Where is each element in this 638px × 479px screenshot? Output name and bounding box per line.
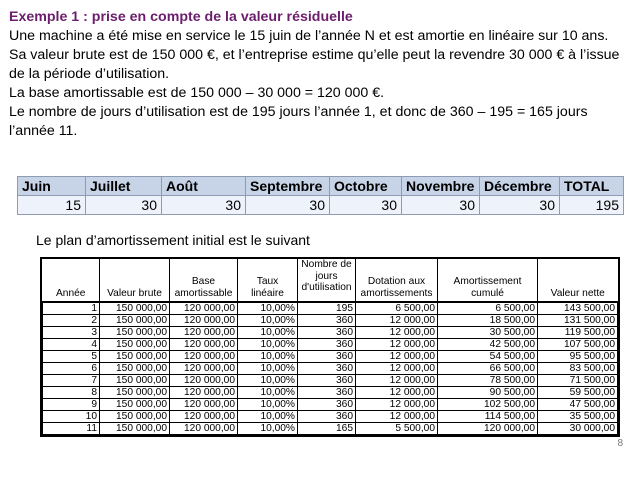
table-cell: 150 000,00 [100,375,170,387]
table-cell: 10,00% [238,423,298,435]
month-value: 30 [480,196,560,215]
table-cell: 120 000,00 [170,351,238,363]
table-cell: 150 000,00 [100,363,170,375]
table-cell: 6 [43,363,100,375]
header-line: d'utilisation [301,282,352,293]
header-line: Taux [256,276,279,287]
header-base-amortissable [170,259,238,302]
table-cell: 12 000,00 [356,375,438,387]
table-cell: 360 [298,375,356,387]
table-cell: 165 [298,423,356,435]
example-title: Exemple 1 : prise en compte de la valeur résiduelle [9,9,353,25]
table-cell: 10,00% [238,302,298,315]
month-header: Juin [18,177,86,196]
table-cell: 90 500,00 [438,387,538,399]
table-cell: 195 [298,302,356,315]
table-cell: 120 000,00 [170,302,238,315]
table-cell: 360 [298,399,356,411]
table-cell: 10 [43,411,100,423]
table-cell: 131 500,00 [538,315,618,327]
table-cell: 120 000,00 [170,363,238,375]
table-cell: 120 000,00 [170,315,238,327]
table-cell: 150 000,00 [100,351,170,363]
table-row [43,339,618,351]
page-number: 8 [617,438,623,449]
table-cell: 10,00% [238,339,298,351]
depreciation-table-frame [40,257,620,437]
paragraph: La base amortissable est de 150 000 – 30 000 = 120 000 €. [9,85,385,101]
header-valeur-nette: Valeur nette [538,259,618,302]
table-cell: 2 [43,315,100,327]
table-cell: 83 500,00 [538,363,618,375]
header-line: jours [315,270,338,282]
table-cell: 10,00% [238,327,298,339]
table-cell: 120 000,00 [438,423,538,435]
header-line: linéaire [251,287,284,299]
table-cell: 120 000,00 [170,339,238,351]
month-value: 30 [86,196,162,215]
table-cell: 8 [43,387,100,399]
month-header-row [18,177,624,196]
table-cell: 360 [298,327,356,339]
table-cell: 120 000,00 [170,411,238,423]
month-header: Septembre [246,177,330,196]
table-cell: 54 500,00 [438,351,538,363]
intro-text [9,8,631,141]
table-cell: 12 000,00 [356,387,438,399]
table-cell: 59 500,00 [538,387,618,399]
header-line: Nombre de [301,259,352,270]
header-line: amortissable [174,287,233,299]
table-row [43,399,618,411]
table-cell: 150 000,00 [100,399,170,411]
table-cell: 30 000,00 [538,423,618,435]
table-cell: 10,00% [238,375,298,387]
table-cell: 10,00% [238,399,298,411]
header-nombre-jours [298,259,356,302]
table-cell: 10,00% [238,411,298,423]
table-cell: 120 000,00 [170,375,238,387]
header-line: amortissements [360,287,433,299]
header-line: Amortissement [453,276,522,287]
month-days-table [17,176,624,215]
table-cell: 119 500,00 [538,327,618,339]
month-value: 30 [330,196,402,215]
table-cell: 360 [298,339,356,351]
table-cell: 4 [43,339,100,351]
header-line: Base [191,276,216,287]
table-cell: 360 [298,363,356,375]
table-cell: 12 000,00 [356,315,438,327]
table-cell: 120 000,00 [170,399,238,411]
table-cell: 12 000,00 [356,411,438,423]
table-cell: 5 [43,351,100,363]
table-cell: 47 500,00 [538,399,618,411]
table-cell: 114 500,00 [438,411,538,423]
month-value: 30 [402,196,480,215]
paragraph: Sa valeur brute est de 150 000 €, et l’entreprise estime qu’elle peut la revendre 30 000 € à l’issue de la période d’utilisation. [9,47,620,82]
table-cell: 360 [298,387,356,399]
table-cell: 11 [43,423,100,435]
month-value: 15 [18,196,86,215]
table-row [43,423,618,435]
table-cell: 12 000,00 [356,363,438,375]
table-cell: 150 000,00 [100,411,170,423]
table-row [43,363,618,375]
month-header: Août [162,177,246,196]
table-cell: 66 500,00 [438,363,538,375]
table-cell: 120 000,00 [170,327,238,339]
depreciation-header-row [43,259,618,302]
month-value: 30 [246,196,330,215]
table-cell: 10,00% [238,351,298,363]
table-cell: 150 000,00 [100,423,170,435]
table-cell: 6 500,00 [438,302,538,315]
month-value-row [18,196,624,215]
table-cell: 150 000,00 [100,339,170,351]
table-cell: 150 000,00 [100,387,170,399]
table-cell: 35 500,00 [538,411,618,423]
table-cell: 1 [43,302,100,315]
table-cell: 12 000,00 [356,351,438,363]
depreciation-body [43,302,618,435]
table-cell: 10,00% [238,387,298,399]
table-cell: 360 [298,411,356,423]
month-value: 195 [560,196,624,215]
header-line: cumulé [471,287,504,299]
table-cell: 360 [298,315,356,327]
paragraph: Le nombre de jours d’utilisation est de 195 jours l’année 1, et donc de 360 – 195 = 165 jours l’année 11. [9,104,588,139]
table-cell: 12 000,00 [356,327,438,339]
month-header: Octobre [330,177,402,196]
table-cell: 120 000,00 [170,423,238,435]
table-cell: 10,00% [238,315,298,327]
header-annee: Année [43,259,100,302]
table-cell: 150 000,00 [100,302,170,315]
table-cell: 42 500,00 [438,339,538,351]
header-dotation [356,259,438,302]
header-amortissement-cumule [438,259,538,302]
month-header: TOTAL [560,177,624,196]
table-row [43,411,618,423]
table-cell: 6 500,00 [356,302,438,315]
month-header: Novembre [402,177,480,196]
table-cell: 12 000,00 [356,399,438,411]
table-row [43,351,618,363]
table-cell: 12 000,00 [356,339,438,351]
plan-subtitle: Le plan d’amortissement initial est le suivant [36,232,310,248]
table-row [43,327,618,339]
depreciation-table [42,259,618,435]
table-cell: 95 500,00 [538,351,618,363]
month-header: Décembre [480,177,560,196]
table-cell: 9 [43,399,100,411]
table-row [43,375,618,387]
paragraph: Une machine a été mise en service le 15 juin de l’année N et est amortie en linéaire sur 10 ans. [9,28,609,44]
table-cell: 71 500,00 [538,375,618,387]
table-cell: 78 500,00 [438,375,538,387]
table-cell: 120 000,00 [170,387,238,399]
table-cell: 30 500,00 [438,327,538,339]
table-cell: 143 500,00 [538,302,618,315]
table-row [43,315,618,327]
table-cell: 150 000,00 [100,315,170,327]
header-line: Dotation aux [367,276,426,287]
header-valeur-brute: Valeur brute [100,259,170,302]
table-cell: 360 [298,351,356,363]
table-cell: 18 500,00 [438,315,538,327]
table-cell: 10,00% [238,363,298,375]
month-header: Juillet [86,177,162,196]
table-cell: 7 [43,375,100,387]
table-row [43,387,618,399]
table-cell: 107 500,00 [538,339,618,351]
table-cell: 5 500,00 [356,423,438,435]
month-value: 30 [162,196,246,215]
header-taux [238,259,298,302]
table-cell: 102 500,00 [438,399,538,411]
table-row [43,302,618,315]
table-cell: 150 000,00 [100,327,170,339]
table-cell: 3 [43,327,100,339]
